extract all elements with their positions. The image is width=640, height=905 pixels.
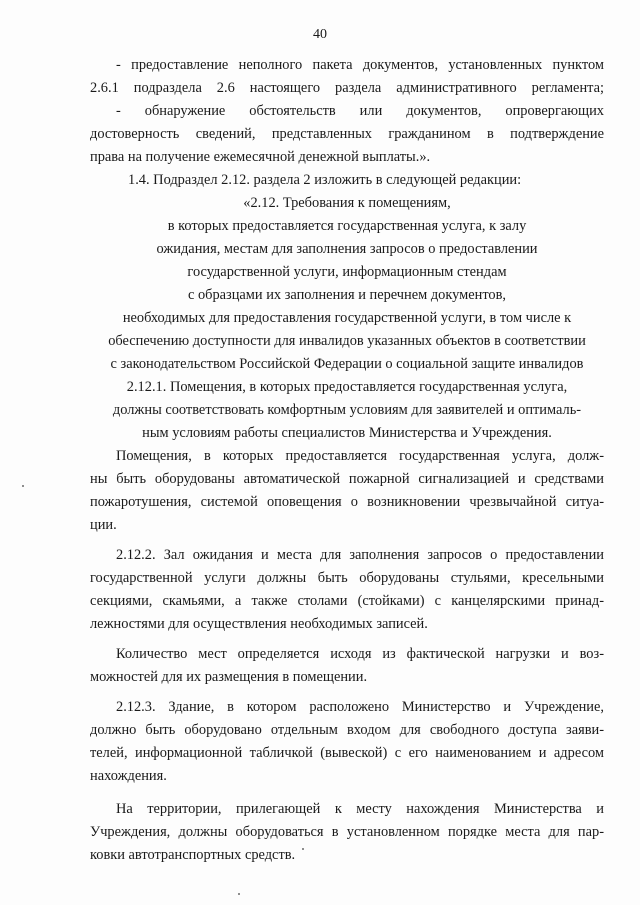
text-line: должно быть оборудовано отдельным входом для свободного доступа заяви- <box>90 722 604 738</box>
text-line: ным условиям работы специалистов Министерства и Учреждения. <box>142 425 552 441</box>
heading-line: обеспечению доступности для инвалидов указанных объектов в соответствии <box>108 333 586 349</box>
text-line: 1.4. Подраздел 2.12. раздела 2 изложить в следующей редакции: <box>128 172 522 188</box>
spacer <box>90 689 604 696</box>
scan-speck <box>238 893 240 895</box>
text-line: можностей для их размещения в помещении. <box>90 669 368 685</box>
text-line: лежностями для осуществления необходимых записей. <box>90 616 428 632</box>
scan-speck <box>22 485 24 487</box>
text-line: Количество мест определяется исходя из фактической нагрузки и воз- <box>116 646 604 662</box>
paragraph-list-items <box>90 54 604 169</box>
text-line: 2.6.1 подраздела 2.6 настоящего раздела административного регламента; <box>90 80 604 96</box>
text-line: секциями, скамьями, а также столами (стойками) с канцелярскими принад- <box>90 593 604 609</box>
section-heading-2-12 <box>90 192 604 376</box>
paragraph-amendment-1-4 <box>90 169 604 192</box>
spacer <box>90 636 604 643</box>
text-line: достоверность сведений, представленных гражданином в подтверждение <box>90 126 604 142</box>
text-line: 2.12.1. Помещения, в которых предоставляется государственная услуга, <box>126 379 568 395</box>
text-line: нахождения. <box>90 768 167 784</box>
text-line: ции. <box>90 517 117 533</box>
heading-line: с законодательством Российской Федерации о социальной защите инвалидов <box>110 356 584 372</box>
text-line: государственной услуги должны быть оборудованы стульями, кресельными <box>90 570 604 586</box>
text-line: - предоставление неполного пакета документов, установленных пунктом <box>116 57 604 73</box>
text-line: ковки автотранспортных средств. <box>90 847 296 863</box>
spacer <box>90 537 604 544</box>
document-body <box>90 54 604 867</box>
heading-line: необходимых для предоставления государственной услуги, в том числе к <box>122 310 572 326</box>
heading-line: в которых предоставляется государственная услуга, к залу <box>167 218 527 234</box>
heading-line: «2.12. Требования к помещениям, <box>243 195 451 211</box>
paragraph-premises-equipment <box>90 445 604 537</box>
text-line: права на получение ежемесячной денежной выплаты.». <box>90 149 431 165</box>
text-line: 2.12.3. Здание, в котором расположено Министерство и Учреждение, <box>116 699 604 715</box>
heading-line: ожидания, местам для заполнения запросов о предоставлении <box>156 241 538 257</box>
paragraph-parking <box>90 798 604 867</box>
paragraph-2-12-3 <box>90 696 604 788</box>
paragraph-2-12-2 <box>90 544 604 636</box>
text-line: должны соответствовать комфортным условиям для заявителей и оптималь- <box>112 402 582 418</box>
text-line: 2.12.2. Зал ожидания и места для заполнения запросов о предоставлении <box>116 547 604 563</box>
text-line: пожаротушения, системой оповещения о возникновении чрезвычайной ситуа- <box>90 494 604 510</box>
paragraph-2-12-1 <box>90 376 604 445</box>
page-number: 40 <box>313 27 327 42</box>
heading-line: с образцами их заполнения и перечнем документов, <box>187 287 507 303</box>
text-line: Учреждения, должны оборудоваться в установленном порядке места для пар- <box>90 824 604 840</box>
spacer <box>90 788 604 798</box>
text-line: Помещения, в которых предоставляется государственная услуга, долж- <box>116 448 604 464</box>
scan-speck <box>302 848 304 850</box>
paragraph-seats-count <box>90 643 604 689</box>
heading-line: государственной услуги, информационным стендам <box>187 264 507 280</box>
text-line: На территории, прилегающей к месту нахождения Министерства и <box>116 801 604 817</box>
text-line: ны быть оборудованы автоматической пожарной сигнализацией и средствами <box>90 471 604 487</box>
text-line: - обнаружение обстоятельств или документов, опровергающих <box>116 103 604 119</box>
text-line: телей, информационной табличкой (вывеской) с его наименованием и адресом <box>90 745 604 761</box>
